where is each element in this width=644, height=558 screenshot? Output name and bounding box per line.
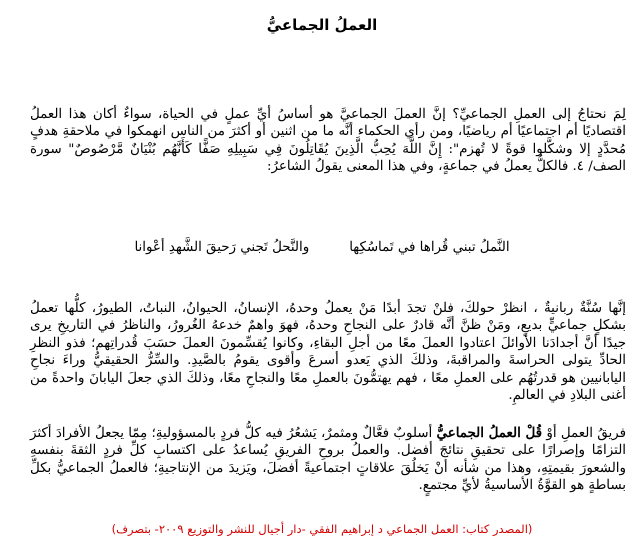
poem-verse	[0, 240, 644, 255]
closing-paragraph	[30, 425, 626, 495]
source-citation: (المصدر كتاب: العمل الجماعي د إبراهيم الفقي -دار أجيال للنشر والتوزيع ٢٠٠٩- بتصرف)	[111, 522, 533, 536]
poem-first-hemistich: النَّملُ تبني قُراها في تَماسُكِها	[349, 240, 510, 255]
document-title: العملُ الجماعيُّ	[266, 16, 378, 34]
poem-second-hemistich: والنَّحلُ تَجني رَحيقَ الشَّهدِ أعْوانا	[134, 240, 310, 255]
intro-paragraph: لِمَ نحتاجُ إلى العملِ الجماعيِّ؟ إنَّ العملَ الجماعيَّ هو أساسُ أيِّ عملٍ في الحياة، سواءٌ أكان هذا العملُ اقتصاديًا أم اجتماعيًا أم رياضيًا، ومن رأي الحكماء أنَّه ما من اثنين أو أكثرَ من الناس انهمكوا في ملاحقةِ هدفٍ مُحدَّدٍ إلا وشكَّلوا قوةً لا تُهزم": إِنَّ اللَّهَ يُحِبُّ الَّذِينَ يُقَاتِلُونَ فِي سَبِيلِهِ صَفًّا كَأَنَّهُم بُنْيَانٌ مَّرْصُوصٌ" سورة الصف/ ٤. فالكلُّ يعملُ في جماعةٍ، وفي هذا المعنى يقولُ الشاعرُ:	[30, 107, 626, 175]
body-paragraph: إنَّها سُنَّةٌ ربانيةٌ ، انظرْ حولكَ، فلنْ تجدَ أبدًا مَنْ يعملُ وحدهُ، الإنسانُ، الحيوانُ، النباتُ، الطيورُ، كلُّها تعملُ بشكلٍ جماعيٍّ بديعٍ، ومَنْ ظنَّ أنَّه قادرٌ على النجاحِ وحدهُ، فهوَ واهمٌ خدعهُ الغُرورُ، والناظرُ في التاريخِ يرى جيدًا أنَّ أجدادَنا الأوائلَ اعتادوا العملَ معًا من أجلِ البقاءِ، وكانوا يُقسِّمونَ العملَ حسَبَ قُدراتِهم؛ فذو النظرِ الحادِّ يتولى الحراسةَ والمراقبةَ، وذلكَ الذي يَعدو أسرعَ وأقوى يقومُ بالصَّيدِ. والسِّرُّ الحقيقيُّ وراءَ نجاحِ اليابانيين هو قدرتُهُم على العملِ معًا ، فهم يهتمُّونَ بالعملِ معًا والنجاحِ معًا، وذلكَ الذي جعلَ اليابانَ واحدةً من أغنى البلادِ في العالمِ.	[30, 301, 626, 404]
closing-text-start: فريقُ العملِ أوْ	[542, 426, 626, 441]
closing-text-end: أسلوبٌ فعَّالٌ ومثمرٌ، يَشعُرُ فيه كلُّ فردٍ بالمسؤوليةِ؛ مِمّا يجعلُ الأفرادَ أكثرَ التزامًا وإصرارًا على تحقيقِ نتائجَ أفضل. والعملُ بروحِ الفريقِ يُساعدُ على اكتسابِ كلِّ فردٍ الثقةَ بنفسهِ والشعورَ بقيمتِهِ، وهذا من شأنه أنْ يَخلُقَ علاقاتٍ اجتماعيةً أفضلَ، ويَزيدَ من الإنتاجيةِ؛ فالعملُ الجماعيُّ بكلِّ بساطةٍ هو القوَّةُ الأساسيةُ لأيِّ مجتمعٍ.	[30, 426, 626, 494]
closing-bold-phrase: قُلْ العملُ الجماعيُّ	[436, 425, 543, 441]
